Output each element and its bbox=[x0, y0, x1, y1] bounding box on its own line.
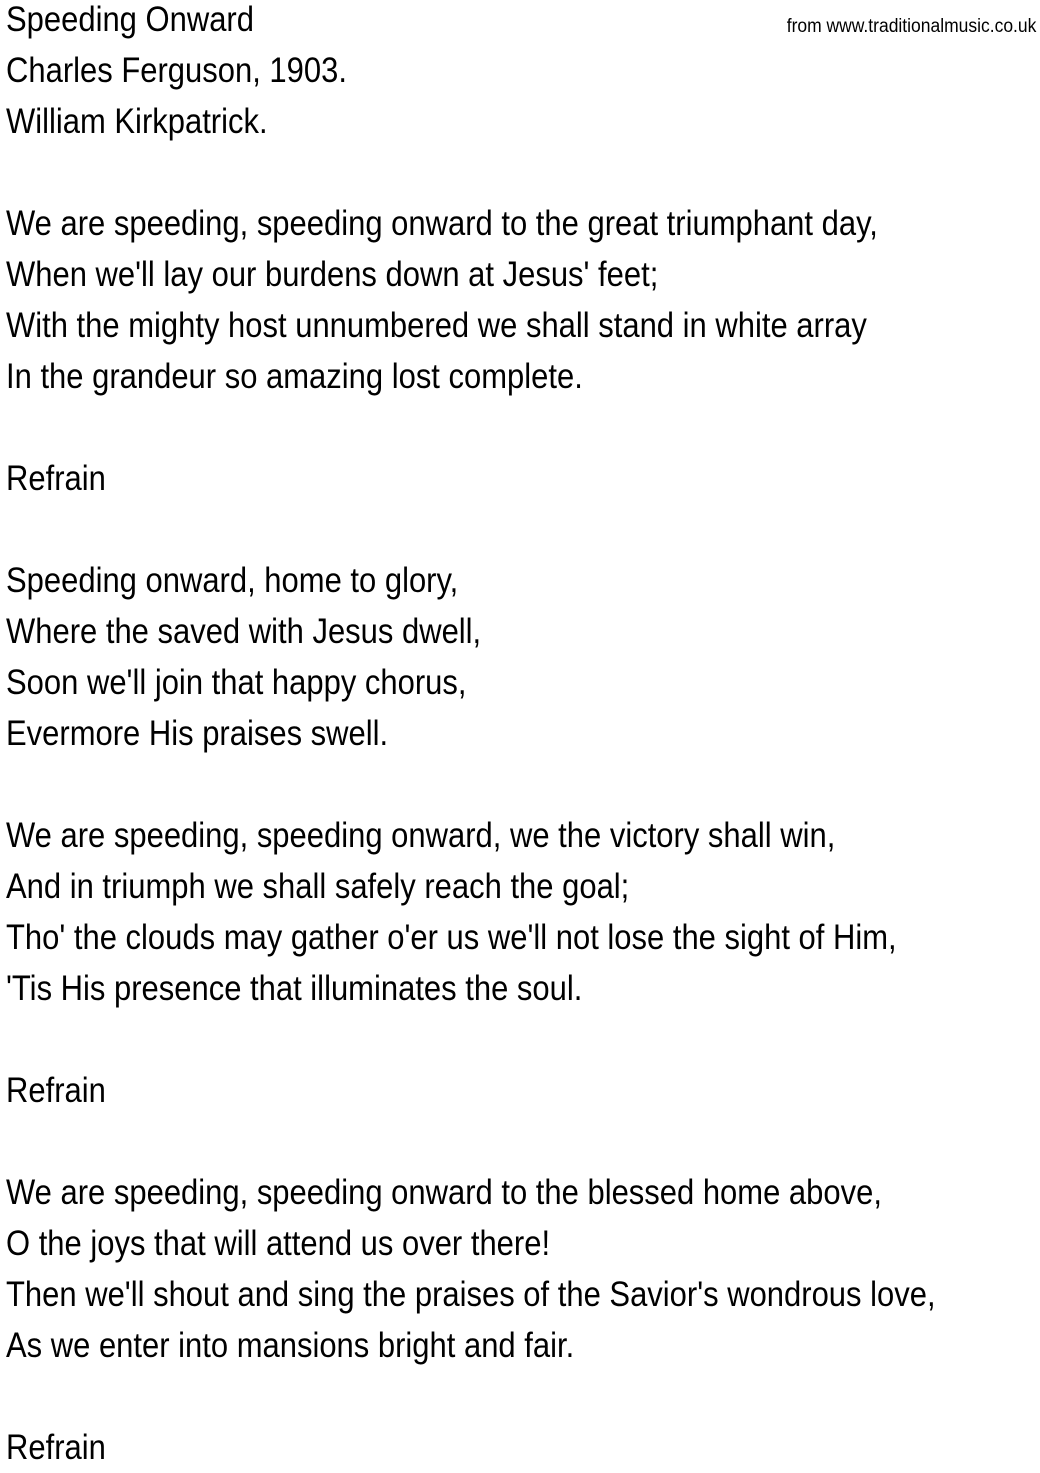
lyrics-text bbox=[6, 0, 980, 1473]
verse-1-line-4: In the grandeur so amazing lost complete. bbox=[6, 357, 583, 396]
author-line: Charles Ferguson, 1903. bbox=[6, 51, 347, 90]
verse-2-line-2: And in triumph we shall safely reach the goal; bbox=[6, 867, 630, 906]
verse-2-line-3: Tho' the clouds may gather o'er us we'll not lose the sight of Him, bbox=[6, 918, 897, 957]
verse-1-line-2: When we'll lay our burdens down at Jesus' feet; bbox=[6, 255, 659, 294]
spacer bbox=[6, 1014, 980, 1065]
verse-3-line-1: We are speeding, speeding onward to the blessed home above, bbox=[6, 1173, 882, 1212]
refrain-label-3: Refrain bbox=[6, 1428, 106, 1467]
composer-line: William Kirkpatrick. bbox=[6, 102, 268, 141]
spacer bbox=[6, 147, 980, 198]
refrain-label-2: Refrain bbox=[6, 1071, 106, 1110]
spacer bbox=[6, 1116, 980, 1167]
verse-2-line-4: 'Tis His presence that illuminates the soul. bbox=[6, 969, 583, 1008]
refrain-line-3: Soon we'll join that happy chorus, bbox=[6, 663, 467, 702]
spacer bbox=[6, 1371, 980, 1422]
verse-1-line-3: With the mighty host unnumbered we shall stand in white array bbox=[6, 306, 867, 345]
refrain-line-4: Evermore His praises swell. bbox=[6, 714, 389, 753]
refrain-line-2: Where the saved with Jesus dwell, bbox=[6, 612, 482, 651]
spacer bbox=[6, 504, 980, 555]
refrain-line-1: Speeding onward, home to glory, bbox=[6, 561, 459, 600]
refrain-label-1: Refrain bbox=[6, 459, 106, 498]
song-title: Speeding Onward bbox=[6, 0, 254, 39]
source-note: from www.traditionalmusic.co.uk bbox=[786, 16, 1036, 37]
verse-3-line-3: Then we'll shout and sing the praises of the Savior's wondrous love, bbox=[6, 1275, 936, 1314]
spacer bbox=[6, 402, 980, 453]
verse-1-line-1: We are speeding, speeding onward to the great triumphant day, bbox=[6, 204, 878, 243]
spacer bbox=[6, 759, 980, 810]
verse-3-line-2: O the joys that will attend us over there! bbox=[6, 1224, 551, 1263]
verse-2-line-1: We are speeding, speeding onward, we the victory shall win, bbox=[6, 816, 836, 855]
verse-3-line-4: As we enter into mansions bright and fair. bbox=[6, 1326, 575, 1365]
